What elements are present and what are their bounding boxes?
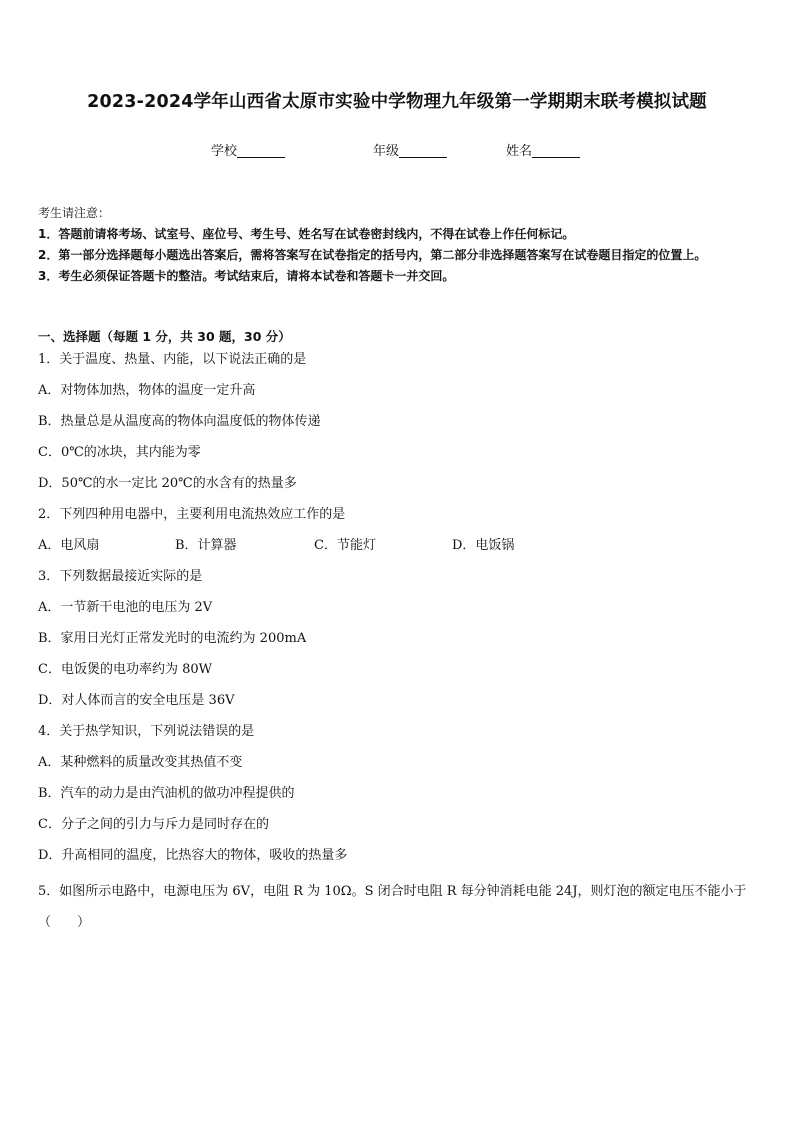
option-b: B．汽车的动力是由汽油机的做功冲程提供的 (38, 786, 295, 801)
notice-item: 3．考生必须保证答题卡的整洁。考试结束后，请将本试卷和答题卡一并交回。 (38, 269, 455, 283)
option-a: A．对物体加热，物体的温度一定升高 (38, 383, 256, 398)
option-c: C．0℃的冰块，其内能为零 (38, 445, 201, 460)
section-heading: 一、选择题（每题 1 分，共 30 题，30 分） (38, 329, 291, 344)
student-info-row (0, 140, 794, 160)
option-b: B．热量总是从温度高的物体向温度低的物体传递 (38, 414, 321, 429)
name-field[interactable] (506, 140, 580, 159)
option-d: D．电饭锅 (452, 538, 515, 553)
option-c: C．节能灯 (314, 538, 376, 553)
exam-title: 2023-2024学年山西省太原市实验中学物理九年级第一学期期末联考模拟试题 (87, 92, 707, 112)
notice-item: 2．第一部分选择题每小题选出答案后，需将答案写在试卷指定的括号内，第二部分非选择题答案写在试卷题目指定的位置上。 (38, 248, 707, 262)
question-stem: 5．如图所示电路中，电源电压为 6V，电阻 R 为 10Ω。S 闭合时电阻 R 每分钟消耗电能 24J，则灯泡的额定电压不能小于（ ） (38, 884, 747, 930)
name-label: 姓名 (506, 144, 533, 159)
option-b: B．家用日光灯正常发光时的电流约为 200mA (38, 631, 307, 646)
notice-item: 1．答题前请将考场、试室号、座位号、考生号、姓名写在试卷密封线内，不得在试卷上作任何标记。 (38, 227, 575, 241)
school-field[interactable] (211, 140, 285, 159)
option-d: D．对人体而言的安全电压是 36V (38, 693, 235, 708)
question-stem: 2．下列四种用电器中，主要利用电流热效应工作的是 (38, 507, 346, 522)
question-area (38, 326, 760, 938)
school-label: 学校 (211, 144, 238, 159)
question-stem: 3．下列数据最接近实际的是 (38, 569, 203, 584)
option-c: C．分子之间的引力与斥力是同时存在的 (38, 817, 269, 832)
grade-label: 年级 (373, 144, 400, 159)
option-d: D．50℃的水一定比 20℃的水含有的热量多 (38, 476, 297, 491)
options-row (38, 535, 760, 566)
option-a: A．一节新干电池的电压为 2V (38, 600, 213, 615)
school-blank[interactable] (237, 143, 285, 158)
grade-blank[interactable] (399, 143, 447, 158)
option-d: D．升高相同的温度，比热容大的物体，吸收的热量多 (38, 848, 348, 863)
option-a: A．电风扇 (38, 538, 100, 553)
option-c: C．电饭煲的电功率约为 80W (38, 662, 212, 677)
option-b: B．计算器 (175, 538, 237, 553)
name-blank[interactable] (532, 143, 580, 158)
notice-heading: 考生请注意： (38, 206, 111, 220)
option-a: A．某种燃料的质量改变其热值不变 (38, 755, 243, 770)
question-stem: 1．关于温度、热量、内能，以下说法正确的是 (38, 352, 307, 367)
question-stem: 4．关于热学知识，下列说法错误的是 (38, 724, 255, 739)
notice-block (38, 203, 760, 287)
grade-field[interactable] (373, 140, 447, 159)
